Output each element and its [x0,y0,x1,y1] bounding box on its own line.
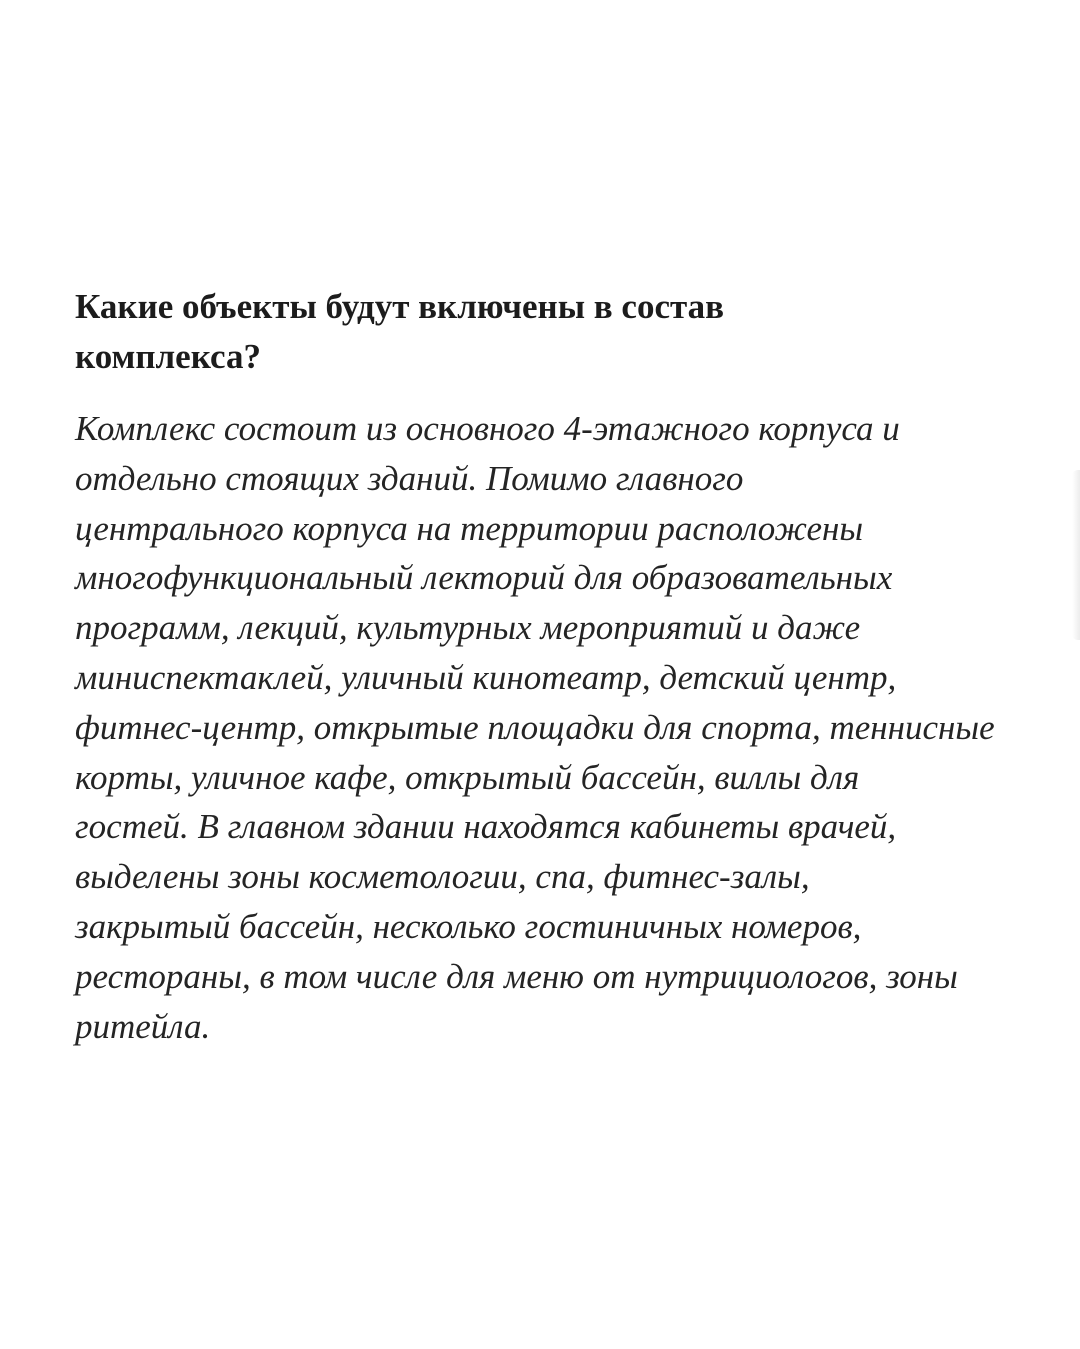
article-heading [75,282,1035,382]
body-line: центрального корпуса на территории расположены [75,508,864,548]
body-line: рестораны, в том числе для меню от нутрициологов, зоны [75,956,958,996]
body-line: фитнес-центр, открытые площадки для спорта, теннисные [75,707,995,747]
body-line: выделены зоны косметологии, спа, фитнес-залы, [75,857,810,897]
body-line: многофункциональный лекторий для образовательных [75,558,893,598]
body-line: гостей. В главном здании находятся кабинеты врачей, [75,807,897,847]
body-line: ритейла. [75,1006,211,1046]
body-line: корты, уличное кафе, открытый бассейн, виллы для [75,757,860,797]
body-line: отдельно стоящих зданий. Помимо главного [75,458,744,498]
body-line: закрытый бассейн, несколько гостиничных номеров, [75,906,862,946]
body-line: программ, лекций, культурных мероприятий и даже [75,608,861,648]
heading-line: Какие объекты будут включены в состав [75,287,725,326]
article-body [75,382,1035,1051]
body-line: миниспектаклей, уличный кинотеатр, детский центр, [75,657,897,697]
heading-line: комплекса? [75,337,261,376]
edge-shadow [1072,470,1080,640]
body-line: Комплекс состоит из основного 4-этажного корпуса и [75,409,900,448]
article-block [75,282,1035,1051]
